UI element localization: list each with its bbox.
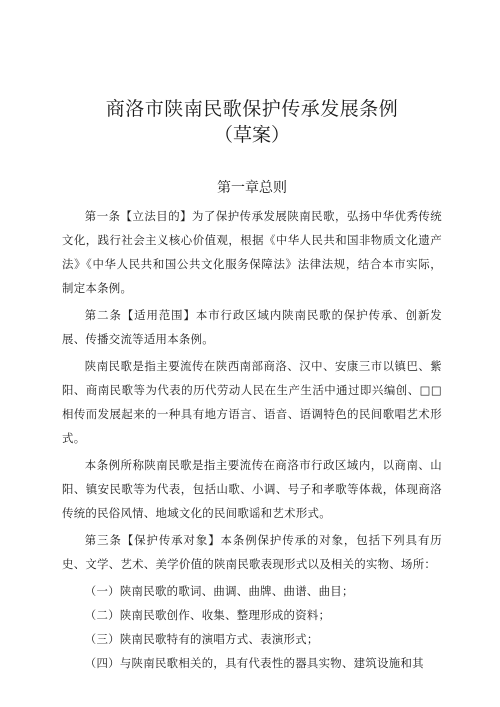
chapter-heading: 第一章总则: [217, 180, 287, 196]
document-subtitle: （草案）: [213, 124, 290, 146]
definition-paragraph: 陕南民歌是指主要流传在陕西南部商洛、汉中、安康三市以镇巴、紫阳、商南民歌等为代表的历代劳动人民在生产生活中通过即兴编创、□□相传而发展起来的一种具有地方语言、语音、语调特色的民间歌唱艺术形式。: [62, 359, 442, 445]
list-item: （三）陕南民歌特有的演唱方式、表演形式；: [84, 632, 319, 646]
article-2-paragraph: 第二条【适用范围】本市行政区域内陕南民歌的保护传承、创新发展、传播交流等适用本条例。: [62, 308, 442, 346]
list-item: （四）与陕南民歌相关的，具有代表性的器具实物、建筑设施和其: [84, 656, 424, 670]
local-definition-paragraph: 本条例所称陕南民歌是指主要流传在商洛市行政区域内，以商南、山阳、镇安民歌等为代表，包括山歌、小调、号子和孝歌等体裁，体现商洛传统的民俗风情、地域文化的民间歌谣和艺术形式。: [62, 458, 442, 520]
list-item: （二）陕南民歌创作、收集、整理形成的资料；: [84, 608, 331, 622]
article-3-paragraph: 第三条【保护传承对象】本条例保护传承的对象，包括下列具有历史、文学、艺术、美学价值的陕南民歌表现形式以及相关的实物、场所：: [62, 533, 442, 571]
article-1-paragraph: 第一条【立法目的】为了保护传承发展陕南民歌，弘扬中华优秀传统文化，践行社会主义核心价值观，根据《中华人民共和国非物质文化遗产法》《中华人民共和国公共文化服务保障法》法律法规，结合本市实际，制定本条例。: [62, 209, 442, 295]
document-title: 商洛市陕南民歌保护传承发展条例: [105, 98, 399, 120]
list-item: （一）陕南民歌的歌词、曲调、曲牌、曲谱、曲目；: [84, 584, 354, 598]
